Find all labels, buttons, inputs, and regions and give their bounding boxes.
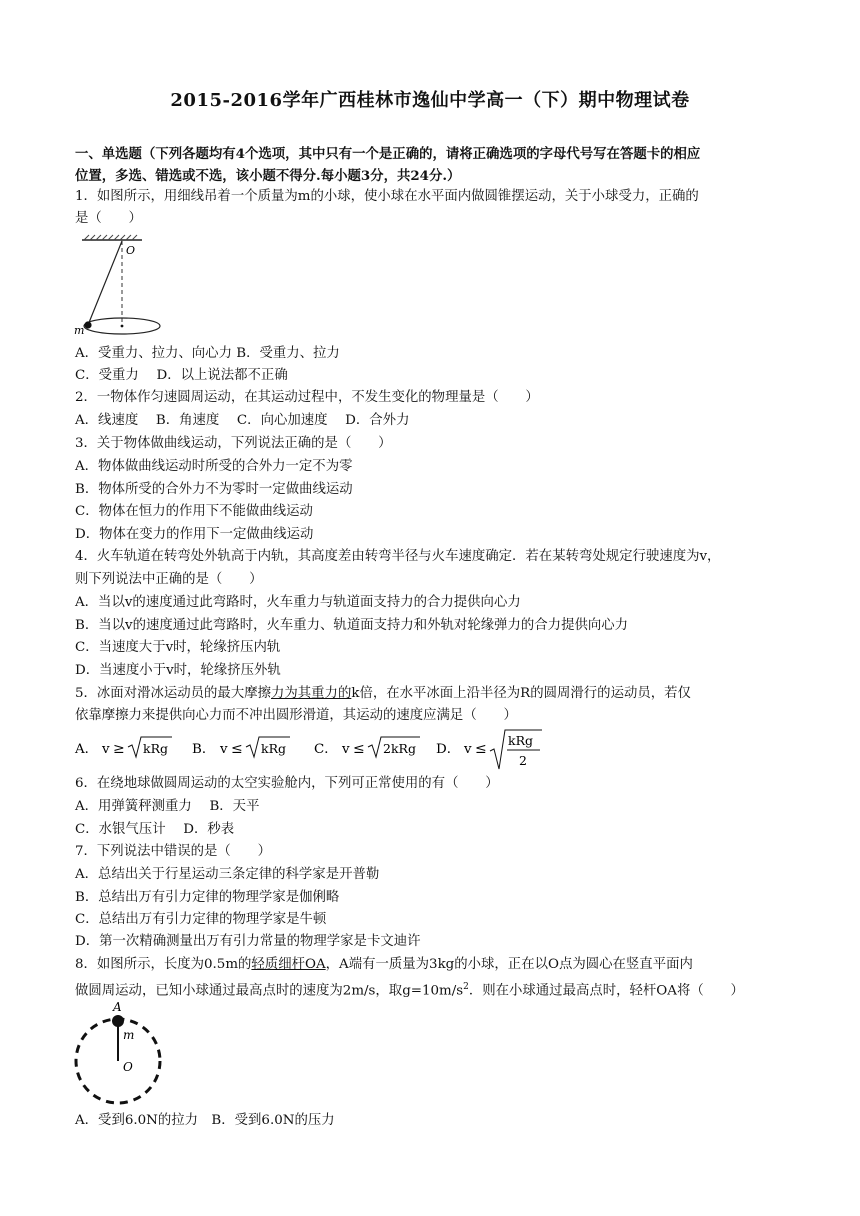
q8-stem-line2	[75, 977, 795, 1001]
q5-c-radicand: 2kRg	[383, 741, 416, 756]
fig8-label-m: m	[123, 1028, 135, 1042]
q1-stem-line1: 1．如图所示，用细线吊着一个质量为m的小球，使小球在水平面内做圆锥摆运动，关于小球受力，正确的	[75, 189, 699, 204]
q1-options-cd: C．受重力 D．以上说法都不正确	[75, 368, 288, 383]
section-heading-line2: 位置，多选、错选或不选，该小题不得分.每小题3分，共24分.）	[75, 168, 461, 184]
q5-b-v: v	[220, 742, 228, 757]
q5-d-denominator: 2	[519, 753, 527, 768]
q8-stem-line1	[75, 955, 795, 975]
center-dot	[121, 325, 124, 328]
conical-pendulum-figure	[72, 234, 182, 344]
q5-stem-line2: 依靠摩擦力来提供向心力而不冲出圆形滑道，其运动的速度应满足（ ）	[75, 708, 517, 723]
q5-label-b: B．	[192, 742, 216, 757]
fig1-label-o: O	[126, 244, 136, 257]
q8-stem-superscript: 2	[463, 982, 469, 992]
page-title: 2015-2016学年广西桂林市逸仙中学高一（下）期中物理试卷	[170, 90, 690, 111]
q2-options: A．线速度 B．角速度 C．向心加速度 D．合外力	[75, 413, 410, 428]
q3-option-b: B．物体所受的合外力不为零时一定做曲线运动	[75, 482, 353, 497]
q5-a-v: v	[102, 742, 110, 757]
q8-stem-underlined: 轻质细杆OA	[251, 957, 326, 972]
q3-option-d: D．物体在变力的作用下一定做曲线运动	[75, 527, 314, 542]
q8-options: A．受到6.0N的拉力 B．受到6.0N的压力	[75, 1113, 335, 1128]
q5-c-v: v	[342, 742, 350, 757]
q1-options-ab: A．受重力、拉力、向心力 B．受重力、拉力	[75, 346, 340, 361]
q5-d-relation: ≤	[475, 741, 487, 757]
q4-option-c: C．当速度大于v时，轮缘挤压内轨	[75, 640, 281, 655]
q7-option-c: C．总结出万有引力定律的物理学家是牛顿	[75, 912, 327, 927]
q7-stem: 7．下列说法中错误的是（ ）	[75, 844, 271, 859]
q4-option-d: D．当速度小于v时，轮缘挤压外轨	[75, 663, 281, 678]
string-line	[88, 241, 122, 325]
q5-d-v: v	[464, 742, 472, 757]
ball	[84, 321, 91, 328]
q6-stem: 6．在绕地球做圆周运动的太空实验舱内，下列可正常使用的有（ ）	[75, 776, 499, 791]
q8-stem-line2-a: 做圆周运动，已知小球通过最高点时的速度为2m/s，取g=10m/s	[75, 983, 464, 999]
fig8-label-a: A	[113, 1002, 122, 1014]
q4-option-b: B．当以v的速度通过此弯路时，火车重力、轨道面支持力和外轨对轮缘弹力的合力提供向心力	[75, 618, 629, 633]
q8-stem-part-b: ，A端有一质量为3kg的小球，正在以O点为圆心在竖直平面内	[325, 957, 693, 972]
q7-option-d: D．第一次精确测量出万有引力常量的物理学家是卡文迪许	[75, 934, 421, 949]
q6-options-ab: A．用弹簧秤测重力 B．天平	[75, 799, 260, 814]
q3-option-c: C．物体在恒力的作用下不能做曲线运动	[75, 504, 313, 519]
q5-a-radicand: kRg	[143, 741, 168, 756]
q5-c-relation: ≤	[353, 741, 365, 757]
rotating-rod-figure	[70, 1002, 170, 1108]
q5-stem-part-a: 5．冰面对滑冰运动员的最大摩擦	[75, 686, 271, 701]
q5-label-c: C．	[314, 742, 338, 757]
q5-d-numerator: kRg	[508, 733, 533, 748]
q5-stem-part-b: k倍，在水平冰面上沿半径为R的圆周滑行的运动员，若仅	[351, 686, 691, 701]
q5-a-relation: ≥	[113, 741, 125, 757]
q3-option-a: A．物体做曲线运动时所受的合外力一定不为零	[75, 459, 353, 474]
q4-stem-line1: 4．火车轨道在转弯处外轨高于内轨，其高度差由转弯半径与火车速度确定．若在某转弯处规定行驶速度为v，	[75, 549, 721, 564]
section-heading-line1: 一、单选题（下列各题均有4个选项，其中只有一个是正确的，请将正确选项的字母代号写在答题卡的相应	[75, 146, 701, 162]
q8-stem-part-a: 8．如图所示，长度为0.5m的	[75, 957, 252, 972]
q5-stem-line1	[75, 684, 795, 704]
q3-stem: 3．关于物体做曲线运动，下列说法正确的是（ ）	[75, 436, 392, 451]
q7-option-a: A．总结出关于行星运动三条定律的科学家是开普勒	[75, 867, 380, 882]
q7-option-b: B．总结出万有引力定律的物理学家是伽俐略	[75, 890, 340, 905]
fig1-label-m: m	[74, 324, 85, 337]
q4-stem-line2: 则下列说法中正确的是（ ）	[75, 572, 263, 587]
q6-options-cd: C．水银气压计 D．秒表	[75, 822, 235, 837]
q5-b-radicand: kRg	[261, 741, 286, 756]
ball-at-a	[112, 1015, 124, 1027]
q4-option-a: A．当以v的速度通过此弯路时，火车重力与轨道面支持力的合力提供向心力	[75, 595, 521, 610]
fig8-label-o: O	[123, 1060, 133, 1074]
q5-options-formulas	[72, 727, 592, 773]
q5-b-relation: ≤	[231, 741, 243, 757]
q1-stem-line2: 是（ ）	[75, 211, 142, 226]
q5-label-a: A．	[75, 742, 99, 757]
q2-stem: 2．一物体作匀速圆周运动，在其运动过程中，不发生变化的物理量是（ ）	[75, 390, 539, 405]
q5-stem-underlined: 力为其重力的	[271, 686, 352, 701]
q5-label-d: D．	[436, 742, 461, 757]
q8-stem-line2-b: ．则在小球通过最高点时，轻杆OA将（ ）	[468, 983, 744, 999]
